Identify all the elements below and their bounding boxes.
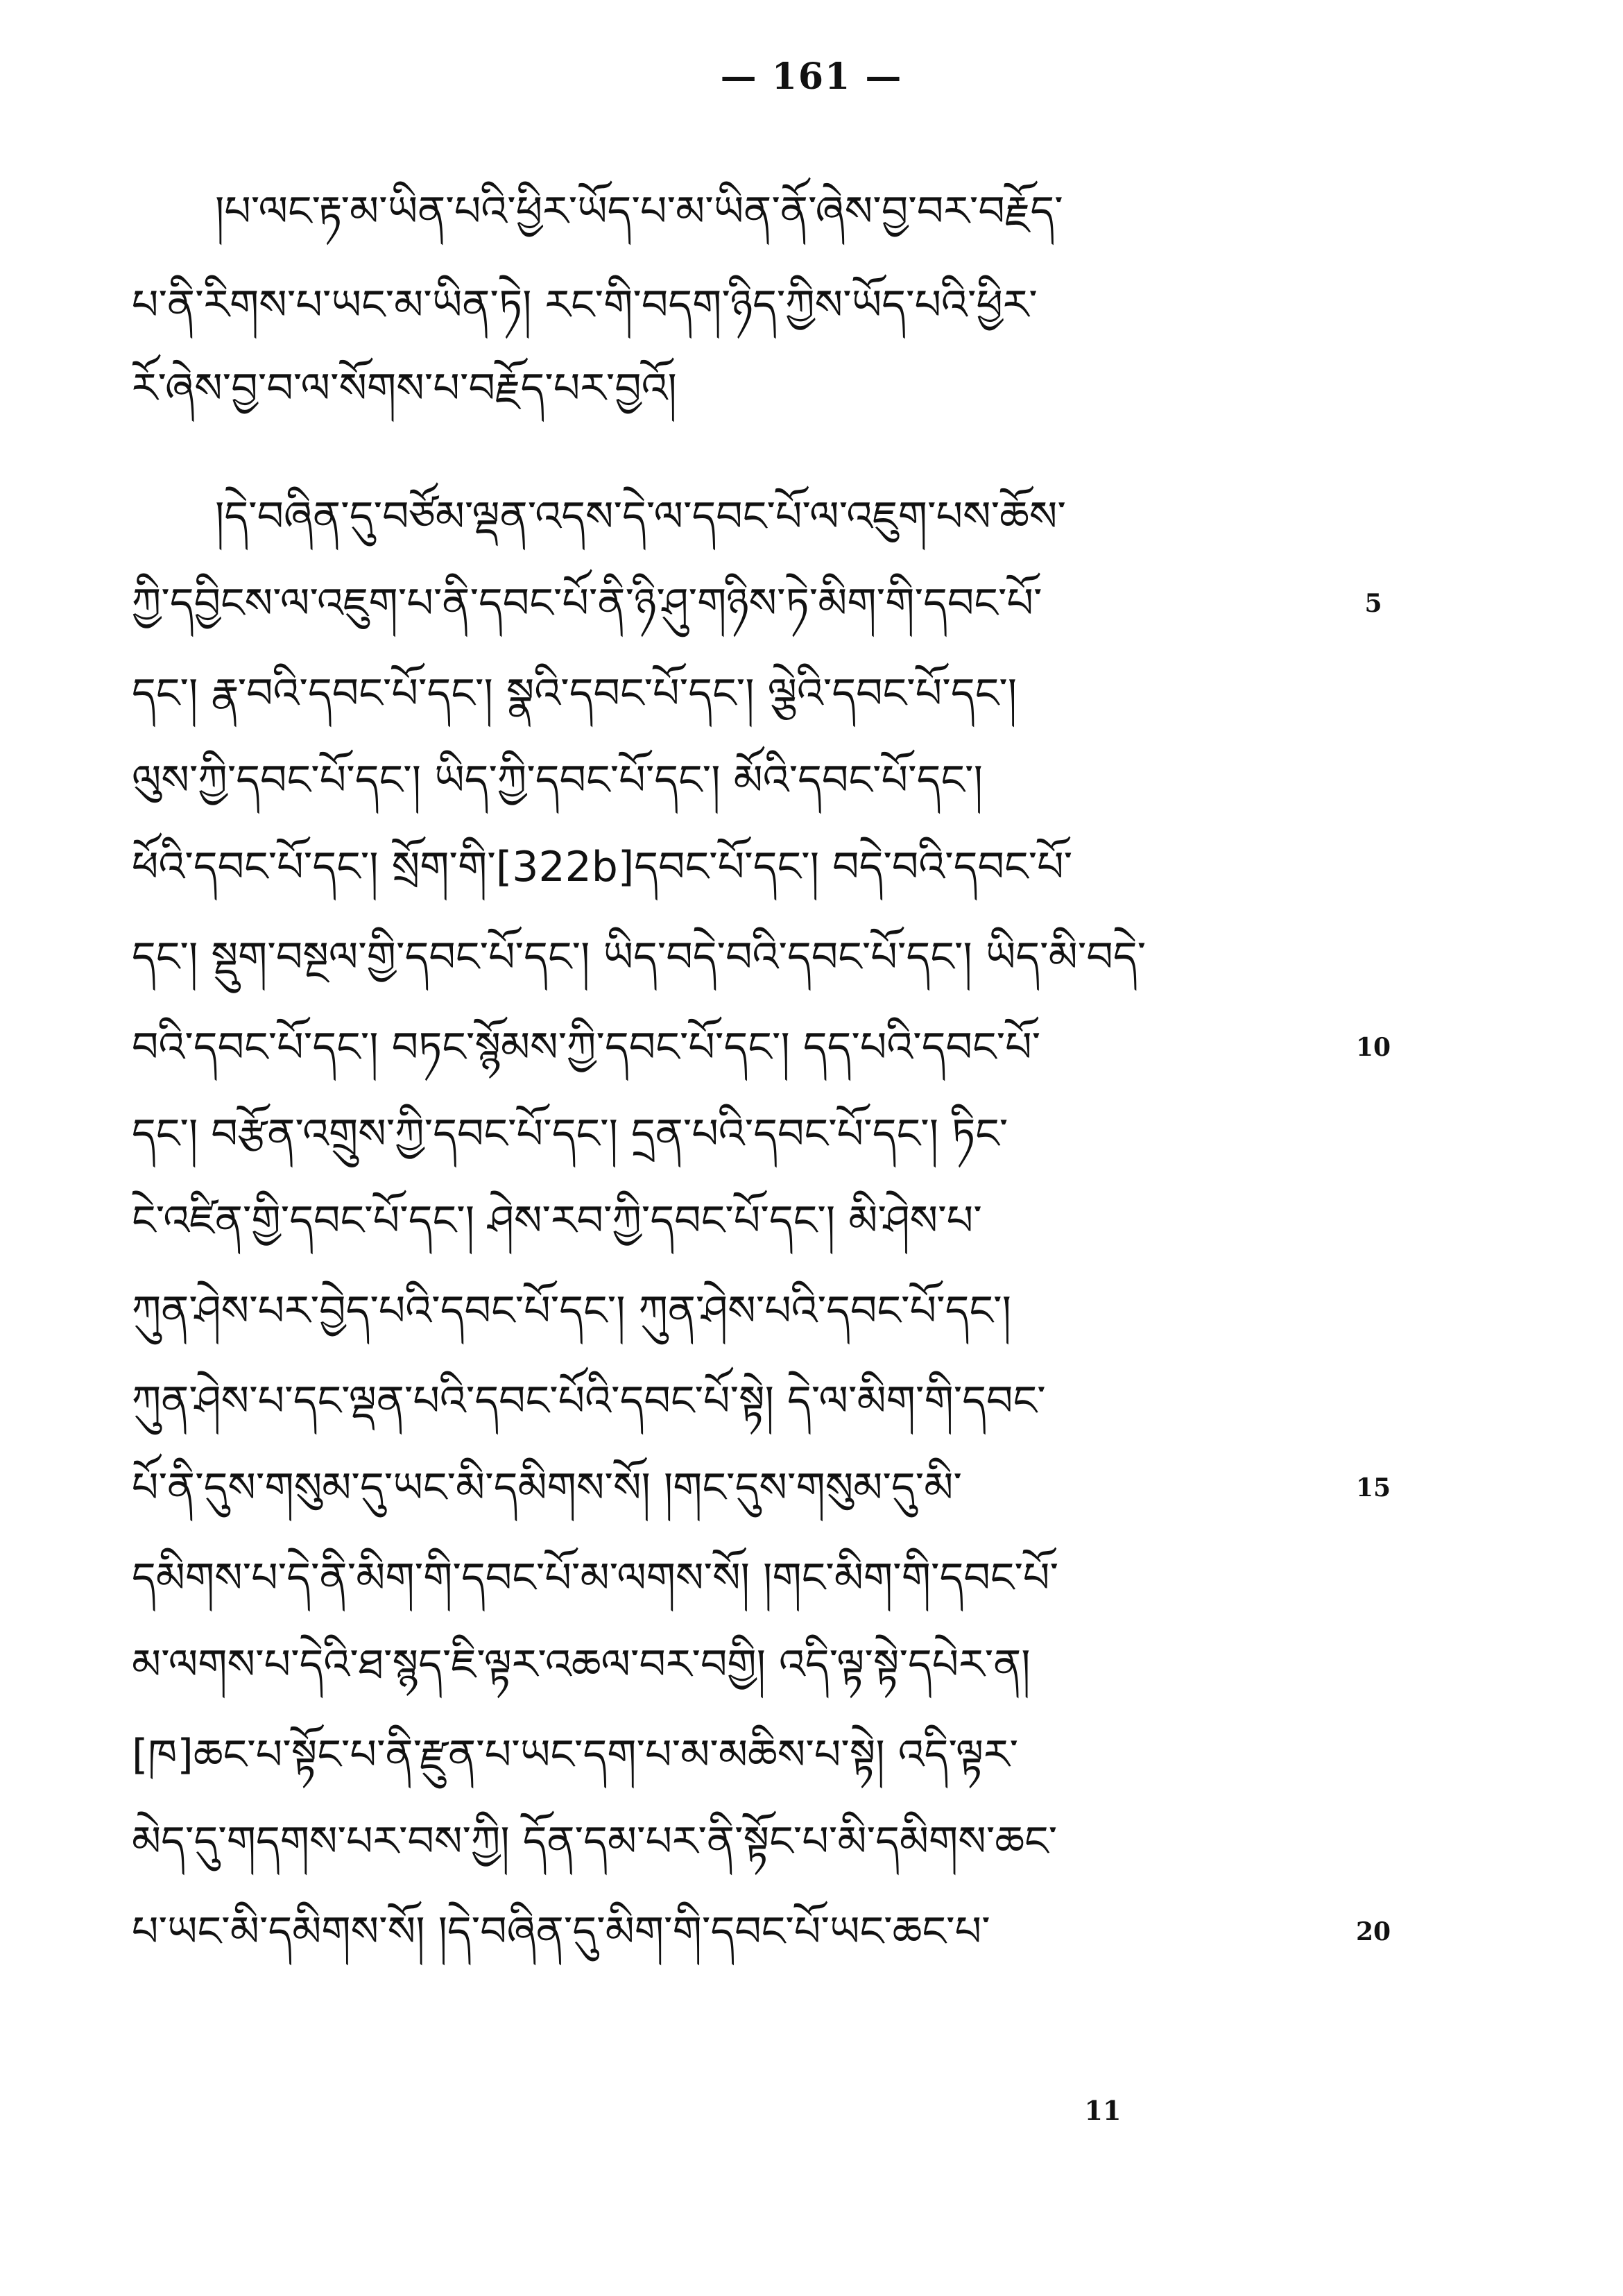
text-line-19: མེད་དུ་གདགས་པར་བས་ཀྱི། དོན་དམ་པར་ནི་སྟོང་པ་མི་དམིགས་ཆང་ — [132, 1817, 1058, 1866]
text-line-9: དང་། སྡུག་བསྔལ་གྱི་དབང་པོ་དང་། ཡིད་བདེ་བའི་དབང་པོ་དང་། ཡིད་མི་བདེ་ — [132, 933, 1147, 982]
text-line-2: པ་ནི་རིགས་པ་ཡང་མ་ཡིན་ཏེ། རང་གི་བདག་ཉིད་ཀྱིས་ཡོད་པའི་ཕྱིར་ — [132, 281, 1038, 329]
text-line-11: དང་། བརྩོན་འགྲུས་ཀྱི་དབང་པོ་དང་། དྲན་པའི་དབང་པོ་དང་། ཏིང་ — [132, 1110, 1008, 1158]
text-line-17: མ་ལགས་པ་དེའི་ཐ་སྙད་ཇི་ལྟར་འཆལ་བར་བགྱི། འདི་ལྟ་སྟེ་དཔེར་ན། — [132, 1640, 1031, 1689]
line-number-15: 15 — [1355, 1473, 1391, 1502]
text-line-6: དང་། རྣ་བའི་དབང་པོ་དང་། སྣའི་དབང་པོ་དང་། ལྕེའི་དབང་པོ་དང་། — [132, 669, 1017, 718]
line-number-10: 10 — [1355, 1033, 1391, 1062]
text-line-20: པ་ཡང་མི་དམིགས་སོ། །དེ་བཞིན་དུ་མིག་གི་དབང་པོ་ཡང་ཆང་པ་ — [132, 1908, 990, 1956]
text-line-3: རོ་ཞེས་བྱ་བ་ལ་སོགས་པ་བརྗོད་པར་བྱའོ། — [132, 364, 677, 413]
text-line-5: ཀྱི་དབྱིངས་ལ་འཇུག་པ་ནི་དབང་པོ་ནི་ཉི་ཤུ་གཉིས་ཏེ་མིག་གི་དབང་པོ་ — [132, 579, 1042, 628]
text-line-13: ཀུན་ཤེས་པར་བྱེད་པའི་དབང་པོ་དང་། ཀུན་ཤེས་པའི་དབང་པོ་དང་། — [132, 1287, 1011, 1335]
line-number-5: 5 — [1364, 589, 1382, 618]
text-line-15: པོ་ནི་དུས་གསུམ་དུ་ཡང་མི་དམིགས་སོ། །གང་དུས་གསུམ་དུ་མི་ — [132, 1464, 962, 1512]
signature-mark: 11 — [1084, 2095, 1122, 2126]
text-line-7: ལུས་ཀྱི་དབང་པོ་དང་། ཡིད་ཀྱི་དབང་པོ་དང་། མོའི་དབང་པོ་དང་། — [132, 756, 983, 805]
text-line-1: །པ་ལང་རྟ་མ་ཡིན་པའི་ཕྱིར་ཡོད་པ་མ་ཡིན་ནོ་ཞེས་བྱ་བར་བརྗོད་ — [215, 187, 1063, 236]
text-line-12: ངེ་འཛིན་གྱི་དབང་པོ་དང་། ཤེས་རབ་ཀྱི་དབང་པོ་དང་། མི་ཤེས་པ་ — [132, 1197, 982, 1245]
text-line-8: ཕོའི་དབང་པོ་དང་། སྲོག་གི་[322b]དབང་པོ་དང་། བདེ་བའི་དབང་པོ་ — [132, 843, 1073, 891]
line-number-20: 20 — [1355, 1917, 1391, 1946]
text-line-14: ཀུན་ཤེས་པ་དང་ལྡན་པའི་དབང་པོའི་དབང་པོ་སྟེ། དེ་ལ་མིག་གི་དབང་ — [132, 1377, 1046, 1425]
text-line-16: དམིགས་པ་དེ་ནི་མིག་གི་དབང་པོ་མ་ལགས་སོ། །གང་མིག་གི་དབང་པོ་ — [132, 1554, 1059, 1602]
text-line-18: [ཁ]ཆང་པ་སྟོང་པ་ནི་རྫུན་པ་ཡང་དག་པ་མ་མཆིས་པ་སྟེ། འདི་ལྟར་ — [132, 1731, 1019, 1779]
text-line-4: །དེ་བཞིན་དུ་བཙོམ་ལྡན་འདས་དེ་ལ་དབང་པོ་ལ་འཇུག་པས་ཆོས་ — [215, 492, 1066, 541]
text-line-10: བའི་དབང་པོ་དང་། བཏང་སྙོམས་ཀྱི་དབང་པོ་དང་། དད་པའི་དབང་པོ་ — [132, 1023, 1041, 1072]
page-number: — 161 — — [720, 55, 903, 98]
